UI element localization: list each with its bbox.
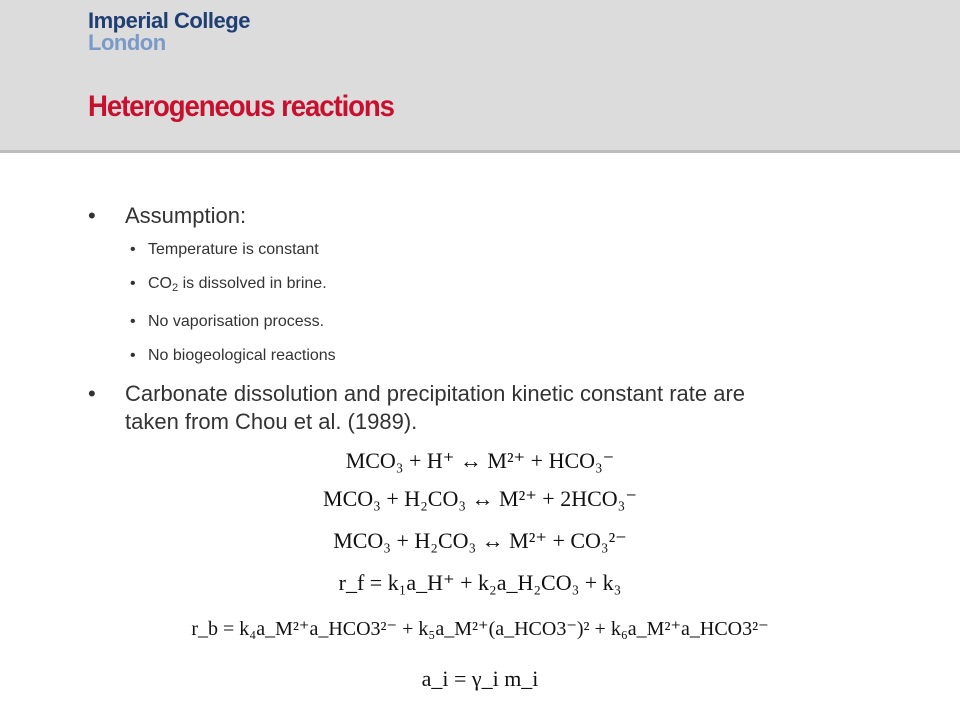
- imperial-college-logo: [88, 10, 250, 54]
- bullet-text-line-2: taken from Chou et al. (1989).: [125, 409, 418, 434]
- bullet-dot-icon: •: [130, 313, 136, 330]
- equation-rate-forward: [0, 570, 960, 596]
- equation-4-render: r_f = k₁a_H⁺ + k₂a_H₂CO₃ + k₃: [338, 570, 622, 595]
- bullet-dot-icon: •: [88, 381, 96, 406]
- equation-1-render: MCO₃ + H⁺ ↔ M²⁺ + HCO₃⁻: [345, 448, 615, 473]
- equation-3: [0, 528, 960, 554]
- equation-5-render: r_b = k₄a_M²⁺a_HCO3²⁻ + k₅a_M²⁺(a_HCO3⁻)² + k₆a_M²⁺a_HCO3²⁻: [191, 618, 769, 640]
- bullet-list: [88, 202, 908, 446]
- sub-bullet-text: No biogeological reactions: [148, 347, 336, 364]
- bullet-text-line-1: Carbonate dissolution and precipitation kinetic constant rate are: [125, 381, 746, 406]
- sub-bullet-text-co: CO: [148, 275, 172, 292]
- sub-bullet-vaporisation: [88, 312, 908, 332]
- sub-bullet-text: Temperature is constant: [148, 241, 319, 258]
- sub-bullet-text: No vaporisation process.: [148, 313, 325, 330]
- sub-bullet-co2: [88, 274, 908, 298]
- sub-bullet-subscript: 2: [172, 282, 179, 294]
- equation-rate-backward: [0, 616, 960, 641]
- equation-6-render: a_i = γ_i m_i: [421, 666, 539, 691]
- equation-1: [0, 448, 960, 474]
- sub-bullet-biogeological: [88, 346, 908, 366]
- slide-title: Heterogeneous reactions: [88, 90, 394, 123]
- bullet-dot-icon: •: [130, 347, 136, 364]
- bullet-carbonate: [88, 380, 908, 436]
- equation-2-render: MCO₃ + H₂CO₃ ↔ M²⁺ + 2HCO₃⁻: [323, 486, 637, 511]
- logo-line-1: Imperial College: [88, 8, 250, 33]
- logo-line-2: London: [88, 30, 166, 55]
- sub-bullet-text-rest: is dissolved in brine.: [178, 275, 327, 292]
- equation-2: [0, 486, 960, 512]
- bullet-text: Assumption:: [125, 203, 247, 228]
- bullet-dot-icon: •: [130, 275, 136, 292]
- bullet-dot-icon: •: [88, 203, 96, 228]
- equation-activity: [0, 666, 960, 692]
- sub-bullet-temperature: [88, 240, 908, 260]
- bullet-dot-icon: •: [130, 241, 136, 258]
- equation-3-render: MCO₃ + H₂CO₃ ↔ M²⁺ + CO₃²⁻: [333, 528, 627, 553]
- bullet-assumption: [88, 202, 908, 230]
